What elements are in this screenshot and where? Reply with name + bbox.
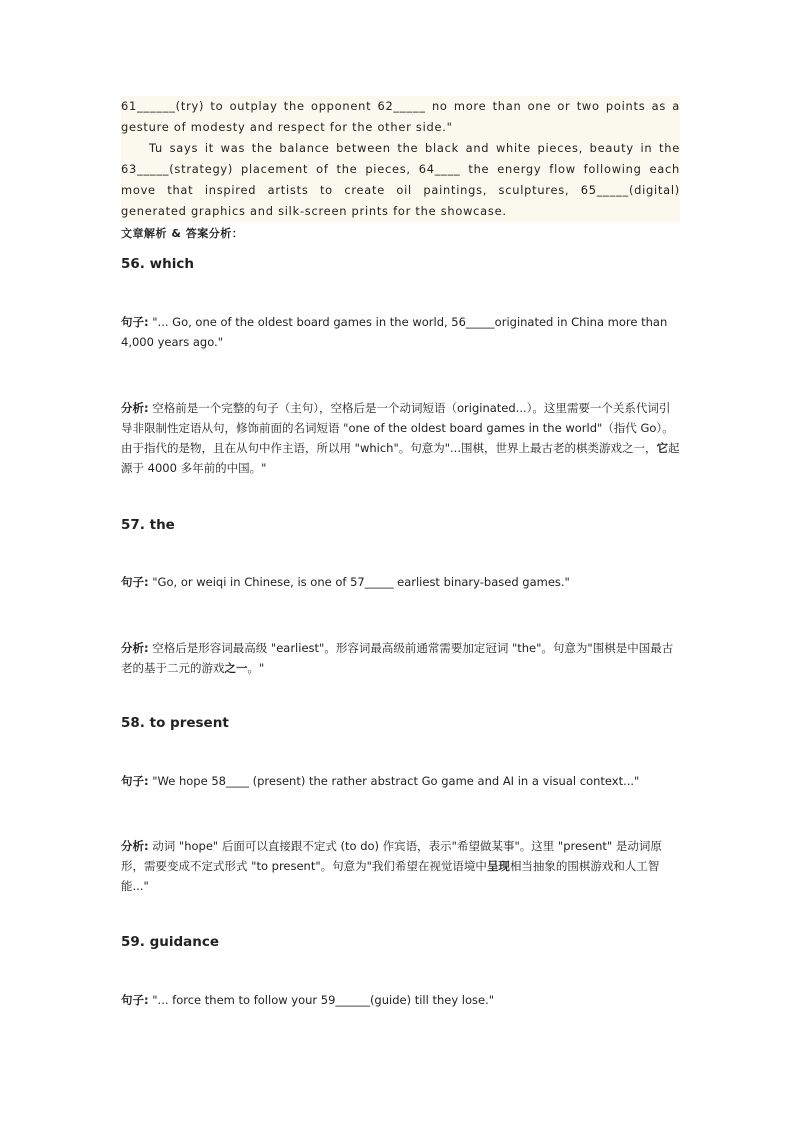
sentence-57 — [121, 572, 681, 592]
sentence-label: 句子: — [121, 575, 149, 589]
section-heading: 文章解析 & 答案分析： — [121, 227, 244, 240]
answer-heading-56: 56. which — [121, 256, 194, 272]
analysis-text-end: 起源于 4000 多年前的中国。" — [121, 441, 680, 475]
passage-excerpt — [121, 96, 680, 222]
sentence-56 — [121, 312, 681, 352]
sentence-text: "... force them to follow your 59______(guide) till they lose." — [152, 993, 495, 1007]
analysis-emphasis: 之一 — [224, 661, 248, 675]
sentence-text: "... Go, one of the oldest board games in the world, 56_____originated in China more than 4,000 years ago." — [121, 315, 668, 349]
answer-heading-58: 58. to present — [121, 715, 229, 731]
analysis-label: 分析: — [121, 401, 149, 415]
answer-heading-57: 57. the — [121, 517, 175, 533]
analysis-emphasis: 呈现 — [486, 859, 510, 873]
passage-paragraph-2: Tu says it was the balance between the black and white pieces, beauty in the 63_____(strategy) placement of the pieces, 64____ the energy flow following each move that inspired artists to create oil paintings, sculptures, 65_____(digital) generated graphics and silk-screen prints for the showcase. — [121, 141, 680, 218]
sentence-label: 句子: — [121, 774, 149, 788]
analysis-56 — [121, 398, 681, 478]
analysis-text: 空格前是一个完整的句子（主句），空格后是一个动词短语（originated...）。这里需要一个关系代词引导非限制性定语从句，修饰前面的名词短语 "one of the oldest board games in the world"（指代 Go）。由于指代的是物，且在从句中作主语，所以用 "which"。句意为"...围棋，世界上最古老的棋类游戏之一， — [121, 401, 674, 455]
analysis-label: 分析: — [121, 641, 149, 655]
analysis-58 — [121, 836, 681, 896]
sentence-label: 句子: — [121, 315, 149, 329]
sentence-text: "We hope 58____ (present) the rather abstract Go game and AI in a visual context..." — [152, 774, 640, 788]
analysis-text: 动词 "hope" 后面可以直接跟不定式 (to do) 作宾语，表示"希望做某事"。这里 "present" 是动词原形，需要变成不定式形式 "to present"。句意为"我们希望在视觉语境中 — [121, 839, 662, 873]
analysis-text: 空格后是形容词最高级 "earliest"。形容词最高级前通常需要加定冠词 "the"。句意为"围棋是中国最古老的基于二元的游戏 — [121, 641, 674, 675]
sentence-59 — [121, 990, 681, 1010]
analysis-emphasis: 它 — [656, 441, 668, 455]
sentence-text: "Go, or weiqi in Chinese, is one of 57_____ earliest binary-based games." — [152, 575, 570, 589]
sentence-58 — [121, 771, 681, 791]
passage-paragraph-1: 61______(try) to outplay the opponent 62_____ no more than one or two points as a gesture of modesty and respect for the other side." — [121, 99, 680, 134]
sentence-label: 句子: — [121, 993, 149, 1007]
analysis-label: 分析: — [121, 839, 149, 853]
answer-heading-59: 59. guidance — [121, 934, 220, 950]
analysis-text-end: 相当抽象的围棋游戏和人工智能..." — [121, 859, 660, 893]
analysis-text-end: 。" — [247, 661, 265, 675]
analysis-57 — [121, 638, 681, 678]
